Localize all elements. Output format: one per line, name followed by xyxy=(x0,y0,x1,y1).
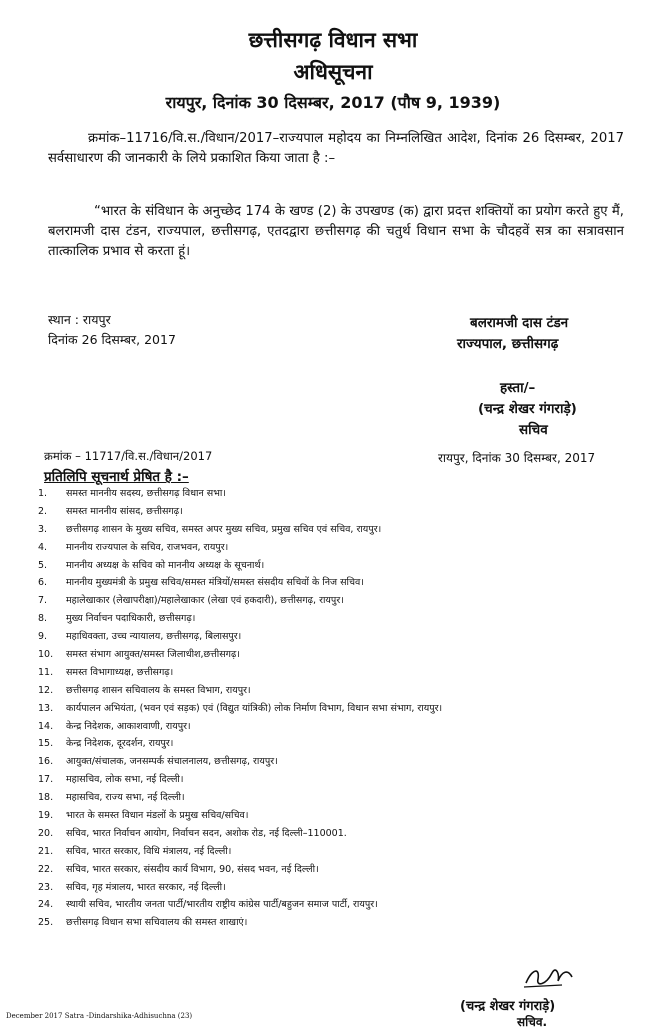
list-item-text: आयुक्त/संचालक, जनसम्पर्क संचालनालय, छत्तीसगढ़, रायपुर। xyxy=(66,756,278,768)
list-item-text: केन्द्र निदेशक, आकाशवाणी, रायपुर। xyxy=(66,720,191,732)
list-item-number: 23. xyxy=(38,881,54,893)
copy-reference-number: क्रमांक – 11717/वि.स./विधान/2017 xyxy=(44,449,213,463)
list-item-text: माननीय अध्यक्ष के सचिव को माननीय अध्यक्ष के सूचनार्थ। xyxy=(66,559,265,571)
list-item-number: 13. xyxy=(38,702,54,714)
list-item xyxy=(38,825,628,843)
list-item-text: सचिव, गृह मंत्रालय, भारत सरकार, नई दिल्ली। xyxy=(66,881,226,893)
list-item-number: 5. xyxy=(38,559,48,571)
list-item xyxy=(38,539,628,557)
order-date-line: दिनांक 26 दिसम्बर, 2017 xyxy=(48,332,176,347)
list-item xyxy=(38,700,628,718)
place-line: स्थान : रायपुर xyxy=(48,312,111,327)
list-item-number: 14. xyxy=(38,720,54,732)
list-item-text: महालेखाकार (लेखापरीक्षा)/महालेखाकार (लेखा एवं हकदारी), छत्तीसगढ़, रायपुर। xyxy=(66,595,344,607)
document-subtitle: अधिसूचना xyxy=(293,60,373,84)
list-item-text: महाधिवक्ता, उच्च न्यायालय, छत्तीसगढ़, बिलासपुर। xyxy=(66,631,242,643)
list-item xyxy=(38,628,628,646)
list-item-text: सचिव, भारत सरकार, संसदीय कार्य विभाग, 90, संसद भवन, नई दिल्ली। xyxy=(66,863,319,875)
document-title: छत्तीसगढ़ विधान सभा xyxy=(248,28,418,52)
list-item xyxy=(38,664,628,682)
list-item xyxy=(38,574,628,592)
copy-heading-text: प्रतिलिपि सूचनार्थ प्रेषित है :– xyxy=(44,469,189,485)
signed-mark: हस्ता/– xyxy=(500,380,536,396)
list-item-number: 18. xyxy=(38,792,54,804)
copy-date: रायपुर, दिनांक 30 दिसम्बर, 2017 xyxy=(438,451,596,465)
copy-heading xyxy=(44,467,189,485)
list-item-text: सचिव, भारत सरकार, विधि मंत्रालय, नई दिल्ली। xyxy=(66,845,232,857)
list-item xyxy=(38,896,628,914)
list-item-number: 4. xyxy=(38,541,48,553)
list-item-text: माननीय राज्यपाल के सचिव, राजभवन, रायपुर। xyxy=(66,541,229,553)
list-item-text: छत्तीसगढ़ विधान सभा सचिवालय की समस्त शाखाएं। xyxy=(66,917,248,929)
list-item-number: 7. xyxy=(38,595,48,607)
list-item-number: 1. xyxy=(38,488,48,499)
list-item-number: 21. xyxy=(38,845,54,857)
list-item xyxy=(38,735,628,753)
list-item-number: 25. xyxy=(38,917,54,929)
list-item-text: छत्तीसगढ़ शासन के मुख्य सचिव, समस्त अपर मुख्य सचिव, प्रमुख सचिव एवं सचिव, रायपुर। xyxy=(66,523,382,535)
governor-name: बलरामजी दास टंडन xyxy=(470,315,569,331)
list-item-text: महासचिव, राज्य सभा, नई दिल्ली। xyxy=(66,792,185,804)
list-item-text: सचिव, भारत निर्वाचन आयोग, निर्वाचन सदन, अशोक रोड, नई दिल्ली–110001. xyxy=(66,827,347,839)
list-item-number: 17. xyxy=(38,774,54,786)
secretary-title: सचिव xyxy=(519,422,548,438)
list-item-text: कार्यपालन अभियंता, (भवन एवं सड़क) एवं (विद्युत यांत्रिकी) लोक निर्माण विभाग, विधान सभा संभाग, रायपुर। xyxy=(66,702,443,714)
list-item xyxy=(38,646,628,664)
list-item xyxy=(38,861,628,879)
list-item-text: मुख्य निर्वाचन पदाधिकारी, छत्तीसगढ़। xyxy=(66,613,196,625)
list-item-text: माननीय मुख्यमंत्री के प्रमुख सचिव/समस्त मंत्रियों/समस्त संसदीय सचिवों के निज सचिव। xyxy=(66,577,364,589)
final-signatory-name: (चन्द्र शेखर गंगराड़े) xyxy=(460,999,556,1014)
final-signatory-title: सचिव. xyxy=(517,1015,548,1029)
list-item xyxy=(38,718,628,736)
list-item-number: 6. xyxy=(38,577,48,589)
list-item-number: 24. xyxy=(38,899,54,911)
dateline: रायपुर, दिनांक 30 दिसम्बर, 2017 (पौष 9, 1939) xyxy=(165,93,501,112)
list-item-text: समस्त विभागाध्यक्ष, छत्तीसगढ़। xyxy=(66,666,174,678)
secretary-name: (चन्द्र शेखर गंगराड़े) xyxy=(478,401,577,417)
footer-note: December 2017 Satra -Dindarshika-Adhisuchna (23) xyxy=(6,1012,193,1020)
list-item-number: 10. xyxy=(38,649,54,661)
order-paragraph xyxy=(48,202,624,262)
list-item-number: 12. xyxy=(38,684,54,696)
list-item xyxy=(38,771,628,789)
list-item xyxy=(38,557,628,575)
list-item-number: 2. xyxy=(38,505,48,517)
list-item-text: छत्तीसगढ़ शासन सचिवालय के समस्त विभाग, रायपुर। xyxy=(66,684,251,696)
list-item-number: 8. xyxy=(38,613,48,625)
list-item xyxy=(38,592,628,610)
list-item xyxy=(38,789,628,807)
list-item-text: समस्त माननीय सांसद, छत्तीसगढ़। xyxy=(66,505,183,517)
list-item-text: स्थायी सचिव, भारतीय जनता पार्टी/भारतीय राष्ट्रीय कांग्रेस पार्टी/बहुजन समाज पार्टी, रायपुर। xyxy=(66,899,378,911)
list-item xyxy=(38,879,628,897)
list-item-number: 22. xyxy=(38,863,54,875)
intro-paragraph xyxy=(48,129,624,169)
list-item xyxy=(38,610,628,628)
list-item xyxy=(38,807,628,825)
list-item xyxy=(38,753,628,771)
list-item-text: भारत के समस्त विधान मंडलों के प्रमुख सचिव/सचिव। xyxy=(66,810,249,822)
order-paragraph-text: “भारत के संविधान के अनुच्छेद 174 के खण्ड (2) के उपखण्ड (क) द्वारा प्रदत्त शक्तियों का प्रयोग करते हुए मैं, बलरामजी दास टंडन, राज्यपाल, छत्तीसगढ़, एतदद्वारा छत्तीसगढ़ की चतुर्थ विधान सभा के चौदहवें सत्र का सत्रावसान तात्कालिक प्रभाव से करता हूं। xyxy=(48,204,624,259)
list-item-number: 9. xyxy=(38,631,48,643)
list-item-text: केन्द्र निदेशक, दूरदर्शन, रायपुर। xyxy=(66,738,174,750)
list-item xyxy=(38,914,628,932)
list-item xyxy=(38,503,628,521)
list-item-text: महासचिव, लोक सभा, नई दिल्ली। xyxy=(66,774,184,786)
handwritten-signature xyxy=(522,961,578,991)
list-item xyxy=(38,682,628,700)
list-item-text: समस्त संभाग आयुक्त/समस्त जिलाधीश,छत्तीसगढ़। xyxy=(66,649,240,661)
intro-paragraph-text: क्रमांक–11716/वि.स./विधान/2017–राज्यपाल महोदय का निम्नलिखित आदेश, दिनांक 26 दिसम्बर, 2017 सर्वसाधारण की जानकारी के लिये प्रकाशित किया जाता है :– xyxy=(48,131,624,166)
list-item xyxy=(38,521,628,539)
list-item xyxy=(38,485,628,503)
list-item xyxy=(38,843,628,861)
list-item-number: 3. xyxy=(38,523,48,535)
list-item-number: 11. xyxy=(38,666,54,678)
list-item-number: 19. xyxy=(38,810,54,822)
list-item-number: 16. xyxy=(38,756,54,768)
list-item-number: 20. xyxy=(38,827,54,839)
governor-title: राज्यपाल, छत्तीसगढ़ xyxy=(457,336,559,352)
list-item-number: 15. xyxy=(38,738,54,750)
list-item-text: समस्त माननीय सदस्य, छत्तीसगढ़ विधान सभा। xyxy=(66,488,226,499)
copy-recipient-list xyxy=(38,485,628,932)
